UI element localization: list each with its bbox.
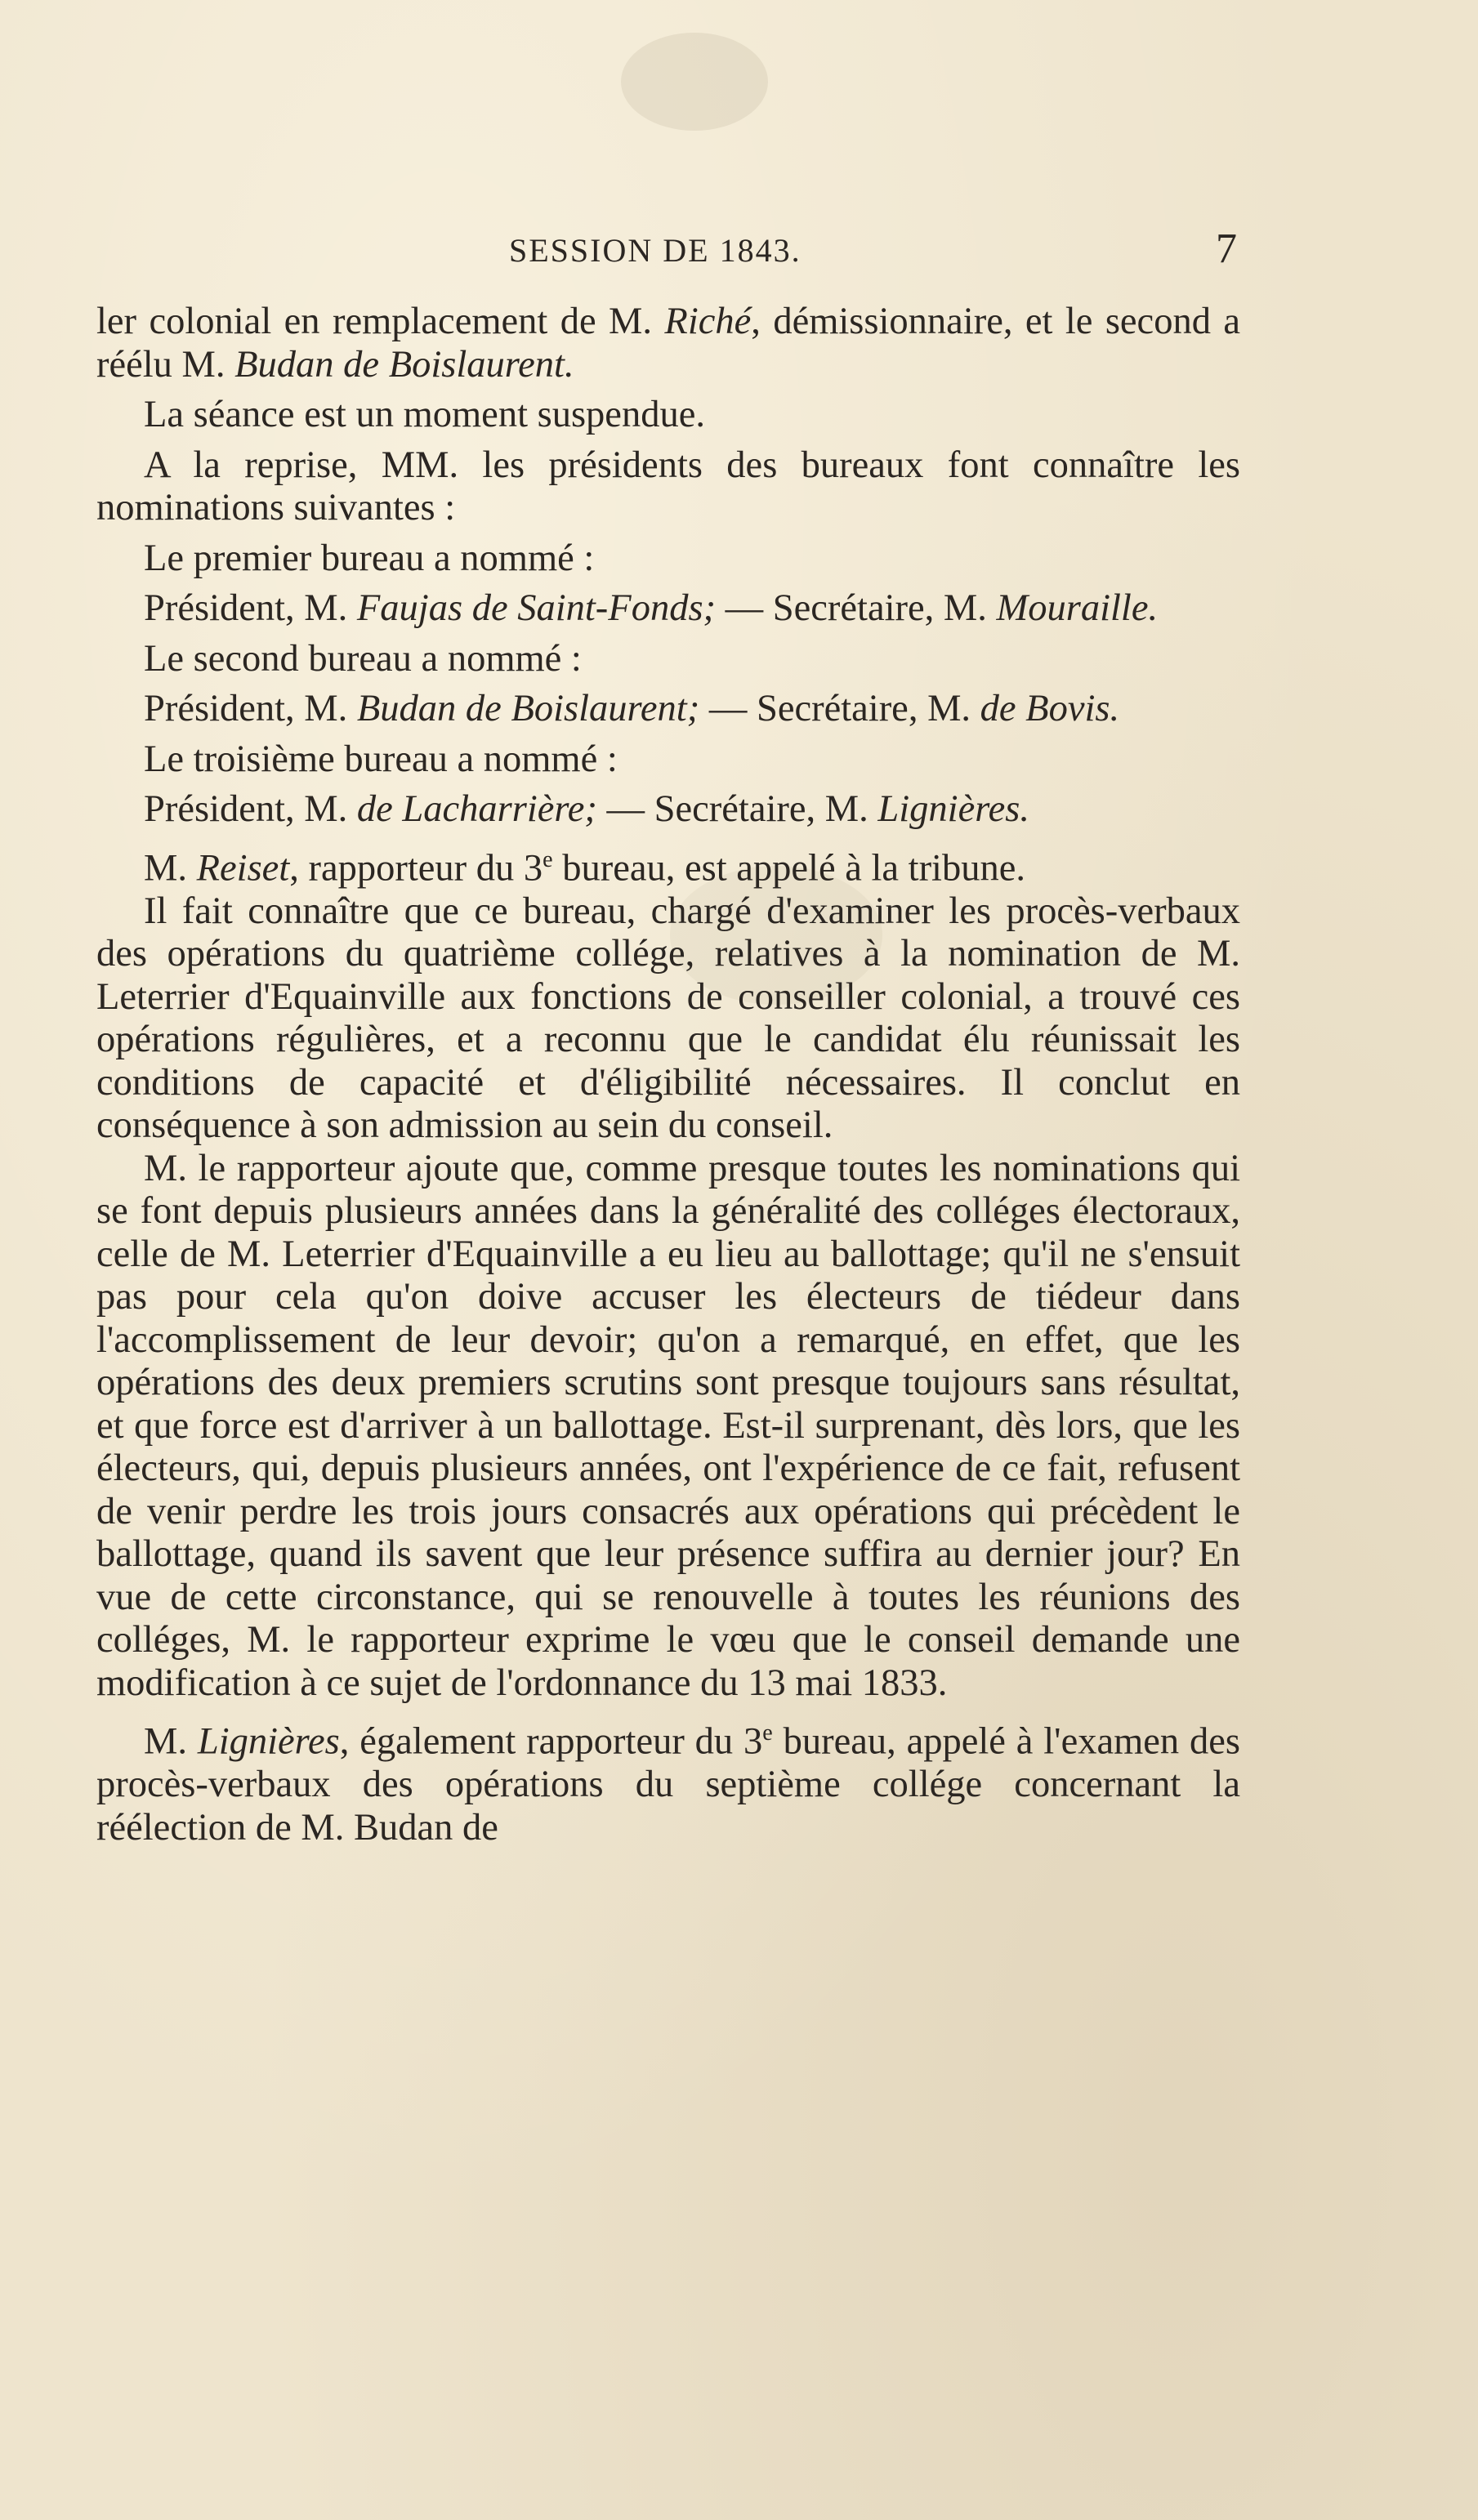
text-run: — Secrétaire, M.: [596, 788, 878, 830]
text-run: Président, M.: [144, 788, 357, 830]
text-run: Président, M.: [144, 688, 357, 729]
text-run: Le premier bureau a nommé :: [144, 537, 595, 579]
text-run: bureau, est appelé à la tribune.: [552, 847, 1025, 889]
text-run: , démissionnaire, et le second a réélu M.: [96, 301, 1240, 386]
page-header: [96, 225, 1240, 282]
paragraph: [96, 444, 1240, 530]
paragraph: [96, 688, 1240, 731]
text-run: Le troisième bureau a nommé :: [144, 738, 618, 780]
paragraph: [96, 537, 1240, 581]
text-run: — Secrétaire, M.: [699, 688, 980, 729]
italic-name: de Lacharrière;: [356, 788, 597, 830]
italic-name: Lignières: [197, 1720, 340, 1763]
italic-name: Reiset: [196, 847, 290, 889]
paragraph: [96, 1712, 1240, 1849]
paragraph: [96, 890, 1240, 1148]
paragraph: [96, 788, 1240, 832]
paragraph: [96, 738, 1240, 782]
ordinal-suffix: e: [762, 1720, 773, 1746]
text-run: ler colonial en remplacement de M.: [96, 301, 665, 342]
text-run: — Secrétaire, M.: [716, 587, 997, 629]
page-number: 7: [1216, 225, 1237, 272]
italic-name: Faujas de Saint-Fonds;: [356, 587, 717, 629]
text-run: , également rapporteur du 3: [339, 1720, 763, 1763]
paragraph: [96, 839, 1240, 890]
italic-name: Lignières.: [877, 788, 1029, 830]
paragraph: [96, 587, 1240, 631]
running-head: SESSION DE 1843.: [509, 232, 802, 269]
text-run: M. le rapporteur ajoute que, comme presque toutes les nominations qui se font depuis plusieurs années dans la généralité des colléges électoraux, celle de M. Leterrier d'Equainville a eu lieu au ballottage; qu'il ne s'ensuit pas pour cela qu'on doive accuser les électeurs de tiédeur dans l'accomplissement de leur devoir; qu'on a remarqué, en effet, que les opérations des deux premiers scrutins sont presque toujours sans résultat, et que force est d'arriver à un ballottage. Est-il surprenant, dès lors, que les électeurs, qui, depuis plusieurs années, ont l'expérience de ce fait, refusent de venir perdre les trois jours consacrés aux opérations qui précèdent le ballottage, quand ils savent que leur présence suffira au dernier jour? En vue de cette circonstance, qui se renouvelle à toutes les réunions des colléges, M. le rapporteur exprime le vœu que le conseil demande une modification à ce sujet de l'ordonnance du 13 mai 1833.: [96, 1147, 1240, 1704]
italic-name: Mouraille.: [996, 587, 1159, 629]
text-run: Il fait connaître que ce bureau, chargé d'examiner les procès-verbaux des opérations du quatrième collége, relatives à la nomination de M. Leterrier d'Equainville aux fonctions de conseiller colonial, a trouvé ces opérations régulières, et a reconnu que le candidat élu réunissait les conditions de capacité et d'éligibilité nécessaires. Il conclut en conséquence à son admission au sein du conseil.: [96, 890, 1240, 1146]
text-run: bureau, appelé à l'examen des procès-verbaux des opérations du septième collége concernant la réélection de M. Budan de: [96, 1720, 1240, 1849]
text-run: , rapporteur du 3: [289, 847, 543, 889]
italic-name: Budan de Boislaurent;: [356, 688, 700, 729]
paragraph: [96, 301, 1240, 386]
text-run: A la reprise, MM. les présidents des bureaux font connaître les nominations suivantes :: [96, 444, 1240, 529]
body-text: [96, 301, 1240, 1849]
text-run: Président, M.: [144, 587, 357, 629]
italic-name: Riché: [664, 301, 752, 342]
italic-name: Budan de Boislaurent.: [234, 343, 574, 386]
text-run: M.: [144, 847, 197, 889]
text-run: Le second bureau a nommé :: [144, 637, 582, 680]
ordinal-suffix: e: [543, 846, 553, 872]
text-run: La séance est un moment suspendue.: [144, 394, 705, 435]
paragraph: [96, 638, 1240, 681]
paragraph: [96, 394, 1240, 437]
text-run: M.: [144, 1720, 198, 1763]
paragraph: [96, 1148, 1240, 1706]
paper-stain: [621, 33, 768, 131]
italic-name: de Bovis.: [980, 688, 1120, 729]
